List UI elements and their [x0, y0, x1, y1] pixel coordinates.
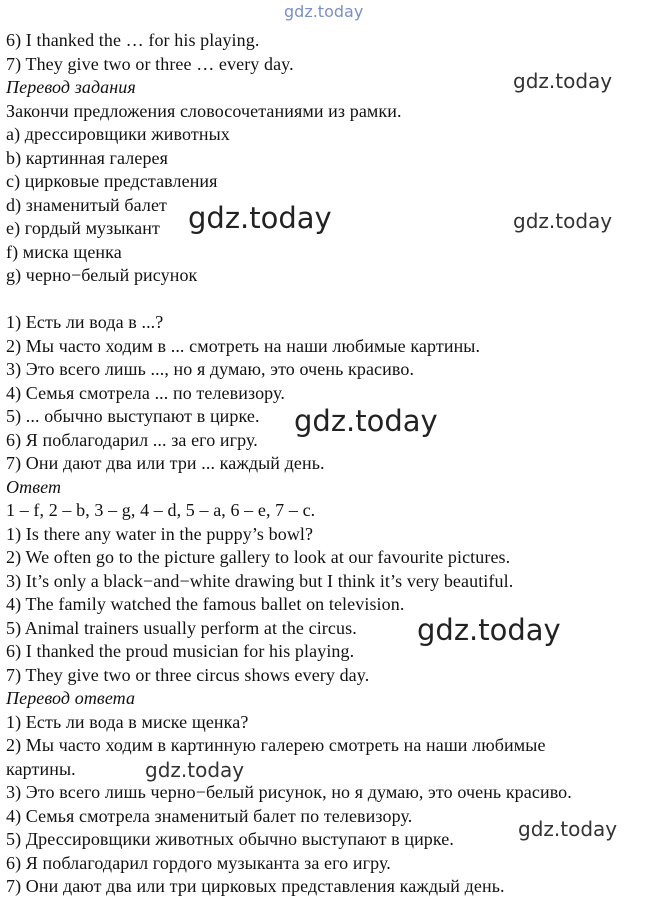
watermark: gdz.today: [513, 69, 613, 93]
text-line: 5) Animal trainers usually perform at the circus.: [6, 617, 357, 638]
text-line: 4) Семья смотрела знаменитый балет по телевизору.: [6, 805, 413, 826]
text-line: 6) Я поблагодарил ... за его игру.: [6, 429, 258, 450]
text-line: 6) I thanked the … for his playing.: [6, 30, 260, 50]
section-heading: Перевод задания: [6, 77, 136, 97]
text-line: 6) Я поблагодарил гордого музыканта за его игру.: [6, 852, 391, 873]
text-line: 7) They give two or three circus shows every day.: [6, 664, 370, 685]
text-line: 5) ... обычно выступают в цирке.: [6, 406, 260, 426]
text-line: b) картинная галерея: [6, 147, 169, 168]
watermark: gdz.today: [188, 201, 332, 235]
text-line: 5) Дрессировщики животных обычно выступают в цирке.: [6, 829, 454, 849]
text-line: 1) Есть ли вода в миске щенка?: [6, 711, 249, 732]
text-line: 4) Семья смотрела ... по телевизору.: [6, 382, 285, 403]
text-line: e) гордый музыкант: [6, 218, 160, 238]
watermark: gdz.today: [294, 404, 438, 438]
text-line: 1) Есть ли вода в ...?: [6, 312, 164, 332]
text-line: картины.: [6, 758, 76, 779]
text-line: 7) Они дают два или три цирковых представления каждый день.: [6, 876, 505, 896]
text-line: g) черно−белый рисунок: [6, 265, 198, 285]
watermark: gdz.today: [145, 758, 245, 782]
text-line: c) цирковые представления: [6, 171, 218, 191]
text-line: Закончи предложения словосочетаниями из рамки.: [6, 100, 402, 121]
text-line: 3) It’s only a black−and−white drawing but I think it’s very beautiful.: [6, 570, 514, 591]
text-line: 3) Это всего лишь черно−белый рисунок, но я думаю, это очень красиво.: [6, 782, 572, 802]
text-line: 2) We often go to the picture gallery to look at our favourite pictures.: [6, 547, 511, 567]
blank-line: [6, 288, 646, 312]
text-line: 2) Мы часто ходим в картинную галерею смотреть на наши любимые: [6, 735, 546, 755]
text-line: 1) Is there any water in the puppy’s bowl?: [6, 523, 314, 544]
text-line: 6) I thanked the proud musician for his playing.: [6, 641, 355, 661]
document-text: [6, 29, 646, 899]
section-heading: Перевод ответа: [6, 688, 136, 708]
text-line: 7) Они дают два или три ... каждый день.: [6, 453, 325, 473]
text-line: 4) The family watched the famous ballet on television.: [6, 594, 405, 614]
text-line: a) дрессировщики животных: [6, 124, 230, 144]
text-line: 1 – f, 2 – b, 3 – g, 4 – d, 5 – a, 6 – e, 7 – c.: [6, 500, 316, 520]
text-line: d) знаменитый балет: [6, 194, 168, 215]
watermark: gdz.today: [518, 817, 618, 841]
text-line: 3) Это всего лишь ..., но я думаю, это очень красиво.: [6, 359, 415, 379]
section-heading: Ответ: [6, 476, 62, 497]
watermark: gdz.today: [513, 209, 613, 233]
text-line: 7) They give two or three … every day.: [6, 53, 294, 74]
text-line: f) миска щенка: [6, 241, 122, 262]
text-line: 2) Мы часто ходим в ... смотреть на наши любимые картины.: [6, 335, 481, 356]
watermark: gdz.today: [417, 613, 561, 647]
watermark-top: gdz.today: [284, 2, 364, 21]
